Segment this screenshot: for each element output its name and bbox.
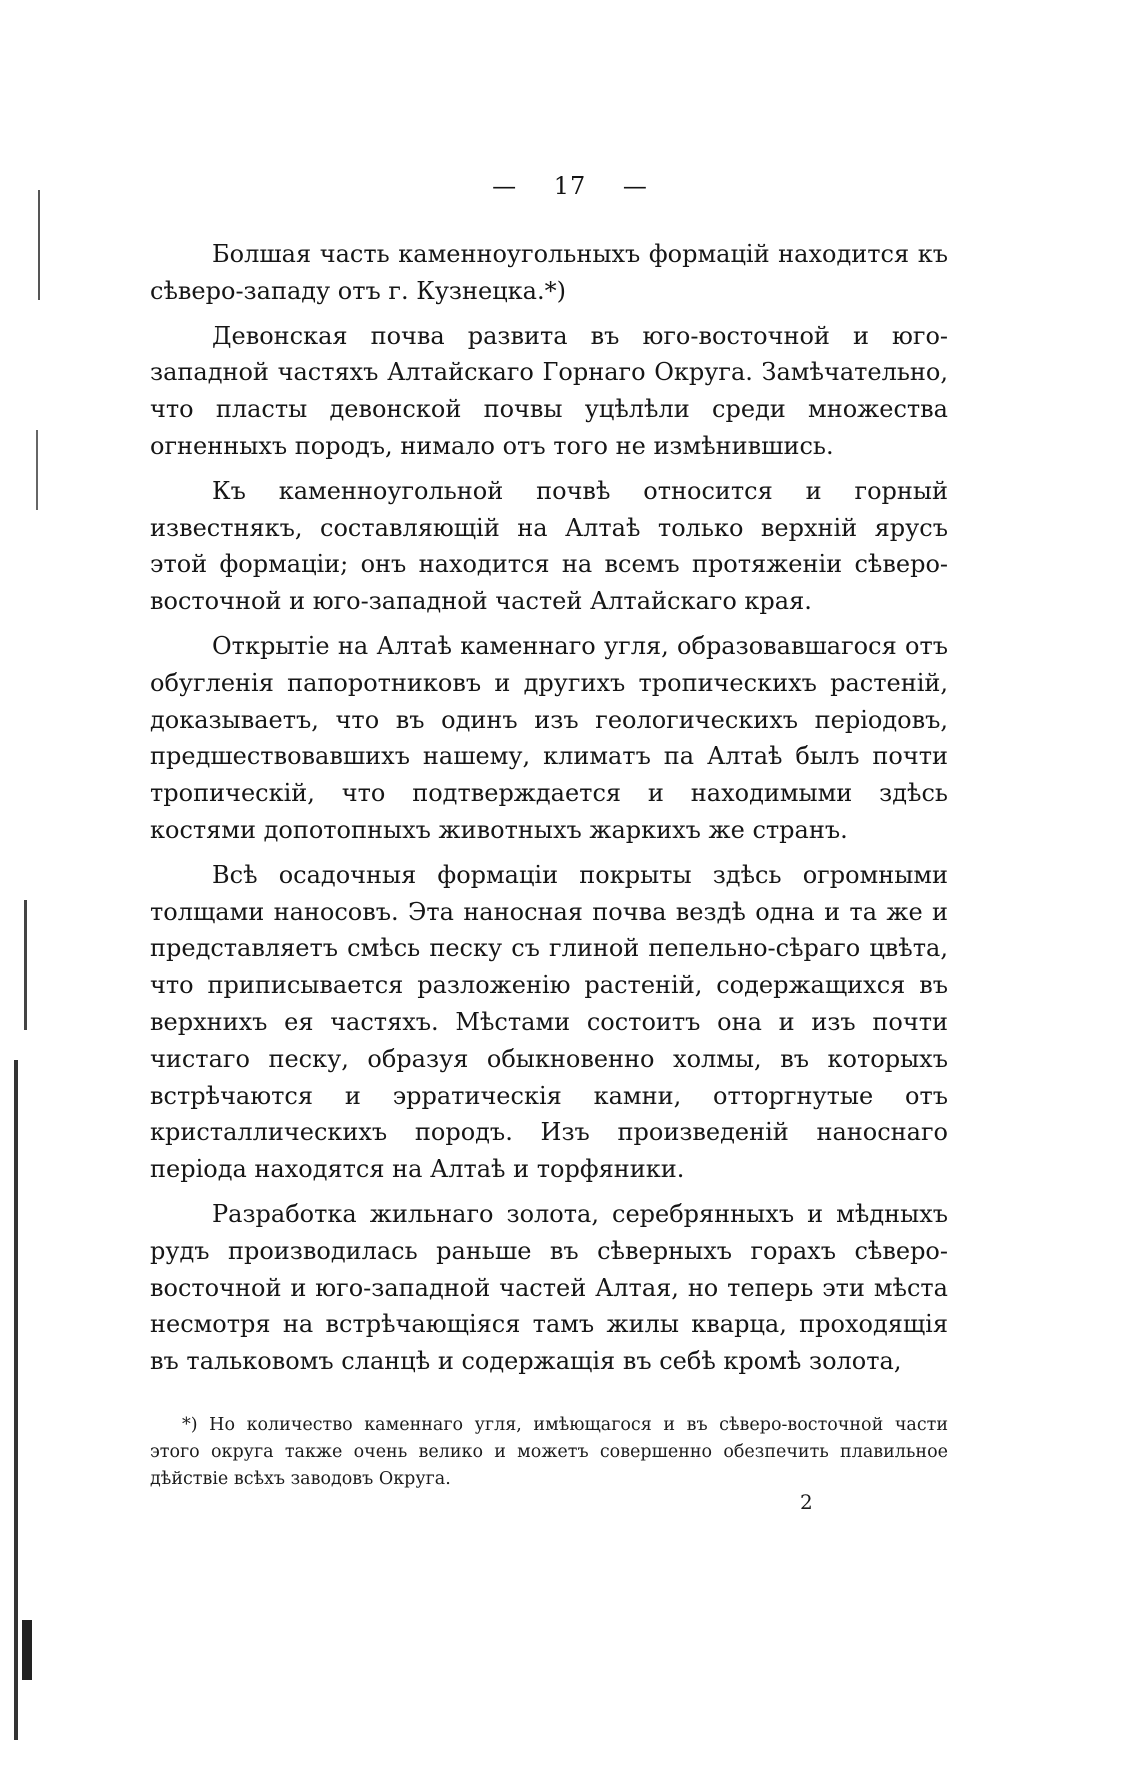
binding-edge-mark — [14, 1060, 18, 1740]
paragraph-3: Къ каменноугольной почвѣ относится и горный известнякъ, составляющій на Алтаѣ только верхній ярусъ этой формаціи; онъ находится на всемъ протяженіи сѣверо-восточной и юго-западной частей Алтайскаго края. — [150, 476, 948, 616]
paragraph-5: Всѣ осадочныя формаціи покрыты здѣсь огромными толщами наносовъ. Эта наносная почва вездѣ одна и та же и представляетъ смѣсь песку съ глиной пепельно-сѣраго цвѣта, что приписывается разложенію растеній, содержащихся въ верхнихъ ея частяхъ. Мѣстами состоитъ она и изъ почти чистаго песку, образуя обыкновенно холмы, въ которыхъ встрѣчаются и эрратическія камни, отторгнутые отъ кристаллическихъ породъ. Изъ произведеній наноснаго періода находятся на Алтаѣ и торфяники. — [150, 860, 948, 1184]
binding-edge-mark — [38, 190, 40, 300]
paragraph-1: Болшая часть каменноугольныхъ формацій находится къ сѣверо-западу отъ г. Кузнецка.*) — [150, 240, 948, 305]
paragraph-2: Девонская почва развита въ юго-восточной и юго-западной частяхъ Алтайскаго Горнаго Округа. Замѣчательно, что пласты девонской почвы уцѣлѣли среди множества огненныхъ породъ, нимало отъ того не измѣнившись. — [150, 321, 948, 460]
binding-edge-mark — [22, 1620, 32, 1680]
header-dash-right: — — [622, 172, 648, 200]
body-text — [150, 236, 948, 1380]
page-number: 17 — [553, 172, 587, 200]
paragraph-6: Разработка жильнаго золота, серебрянныхъ и мѣдныхъ рудъ производилась раньше въ сѣверныхъ горахъ сѣверо-восточной и юго-западной частей Алтая, но теперь эти мѣста несмотря на встрѣчающіяся тамъ жилы кварца, проходящія въ тальковомъ сланцѣ и содержащія въ себѣ кромѣ золота, — [150, 1199, 948, 1376]
header-dash-left: — — [492, 172, 518, 200]
page-header — [0, 172, 1140, 200]
binding-edge-mark — [36, 430, 38, 510]
footnote: *) Но количество каменнаго угля, имѣющагося и въ сѣверо-восточной части этого округа также очень велико и можетъ совершенно обезпечить плавильное дѣйствіе всѣхъ заводовъ Округа. — [150, 1415, 948, 1489]
signature-mark: 2 — [800, 1490, 813, 1514]
paragraph-4: Открытіе на Алтаѣ каменнаго угля, образовавшагося отъ обугленія папоротниковъ и другихъ тропическихъ растеній, доказываетъ, что въ одинъ изъ геологическихъ періодовъ, предшествовавшихъ нашему, климатъ па Алтаѣ былъ почти тропическій, что подтверждается и находимыми здѣсь костями допотопныхъ животныхъ жаркихъ же странъ. — [150, 631, 948, 844]
binding-edge-mark — [24, 900, 27, 1030]
